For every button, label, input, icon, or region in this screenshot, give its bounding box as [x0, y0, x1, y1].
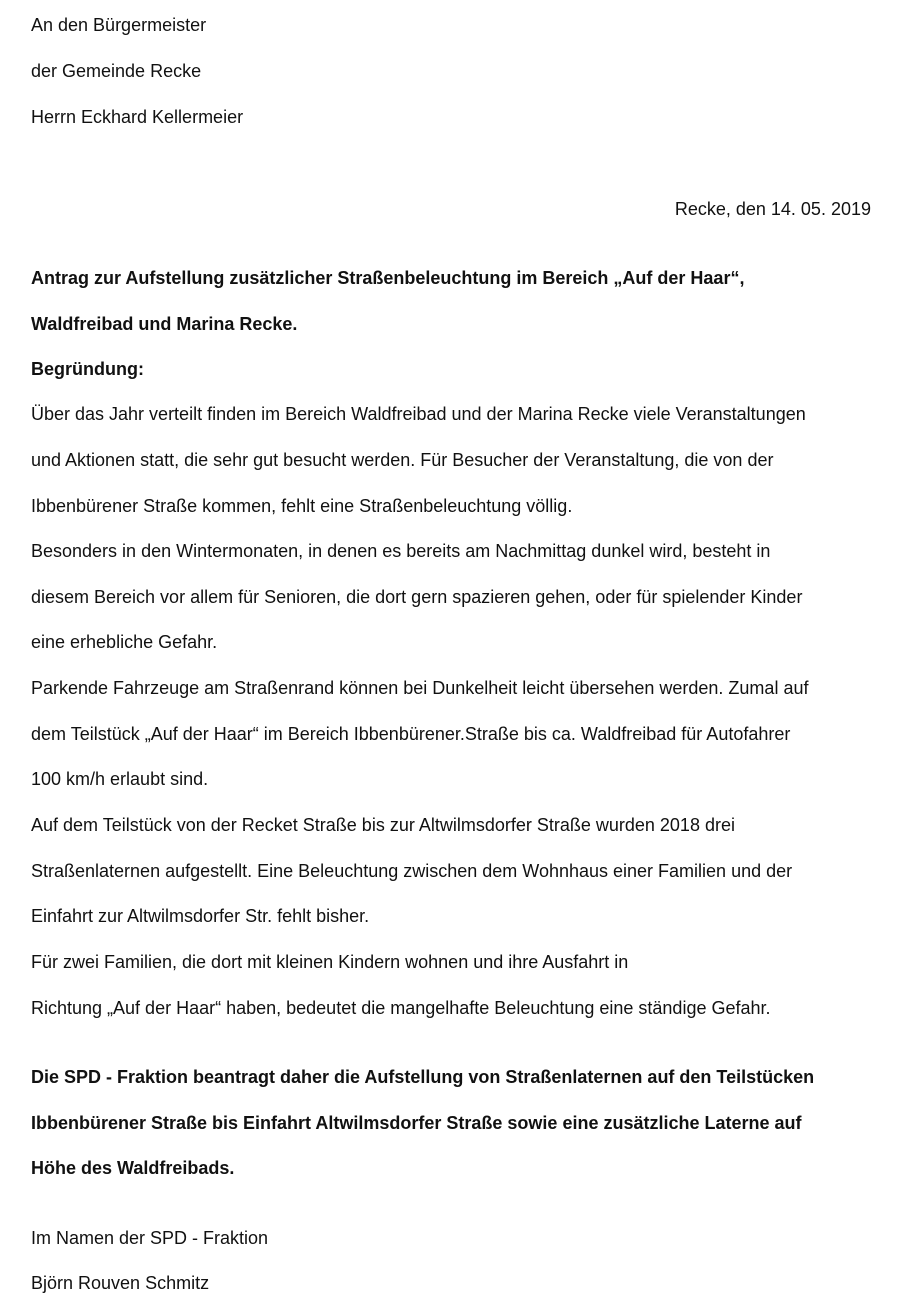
- body-line: 100 km/h erlaubt sind.: [31, 769, 209, 789]
- body-line: und Aktionen statt, die sehr gut besucht werden. Für Besucher der Veranstaltung, die von der: [31, 450, 774, 470]
- body-line: Besonders in den Wintermonaten, in denen es bereits am Nachmittag dunkel wird, besteht in: [31, 541, 771, 561]
- body-line: diesem Bereich vor allem für Senioren, die dort gern spazieren gehen, oder für spielender Kinder: [31, 587, 803, 607]
- signature-line-1: Im Namen der SPD - Fraktion: [31, 1228, 269, 1248]
- request-line-3: Höhe des Waldfreibads.: [31, 1158, 235, 1178]
- subject-line-1: Antrag zur Aufstellung zusätzlicher Straßenbeleuchtung im Bereich „Auf der Haar“,: [31, 268, 745, 288]
- body-line: Ibbenbürener Straße kommen, fehlt eine Straßenbeleuchtung völlig.: [31, 496, 573, 516]
- body-line: dem Teilstück „Auf der Haar“ im Bereich Ibbenbürener.Straße bis ca. Waldfreibad für Autofahrer: [31, 724, 791, 744]
- body-line: Straßenlaternen aufgestellt. Eine Beleuchtung zwischen dem Wohnhaus einer Familien und der: [31, 861, 793, 881]
- subject-line-2: Waldfreibad und Marina Recke.: [31, 314, 298, 334]
- body-line: Richtung „Auf der Haar“ haben, bedeutet die mangelhafte Beleuchtung eine ständige Gefahr.: [31, 998, 771, 1018]
- body-line: Über das Jahr verteilt finden im Bereich Waldfreibad und der Marina Recke viele Veranstaltungen: [31, 404, 806, 424]
- request-line-2: Ibbenbürener Straße bis Einfahrt Altwilmsdorfer Straße sowie eine zusätzliche Laterne auf: [31, 1113, 802, 1133]
- body-line: Für zwei Familien, die dort mit kleinen Kindern wohnen und ihre Ausfahrt in: [31, 952, 629, 972]
- body-line: Auf dem Teilstück von der Recket Straße bis zur Altwilmsdorfer Straße wurden 2018 drei: [31, 815, 735, 835]
- request-line-1: Die SPD - Fraktion beantragt daher die Aufstellung von Straßenlaternen auf den Teilstücken: [31, 1067, 815, 1087]
- body-line: Einfahrt zur Altwilmsdorfer Str. fehlt bisher.: [31, 906, 370, 926]
- recipient-line-3: Herrn Eckhard Kellermeier: [31, 107, 244, 127]
- recipient-line-2: der Gemeinde Recke: [31, 61, 202, 81]
- body-line: eine erhebliche Gefahr.: [31, 632, 218, 652]
- body-line: Parkende Fahrzeuge am Straßenrand können bei Dunkelheit leicht übersehen werden. Zumal auf: [31, 678, 809, 698]
- reason-heading: Begründung:: [31, 359, 144, 379]
- recipient-line-1: An den Bürgermeister: [31, 15, 207, 35]
- signature-name: Björn Rouven Schmitz: [31, 1273, 210, 1293]
- letter-date: Recke, den 14. 05. 2019: [674, 199, 871, 219]
